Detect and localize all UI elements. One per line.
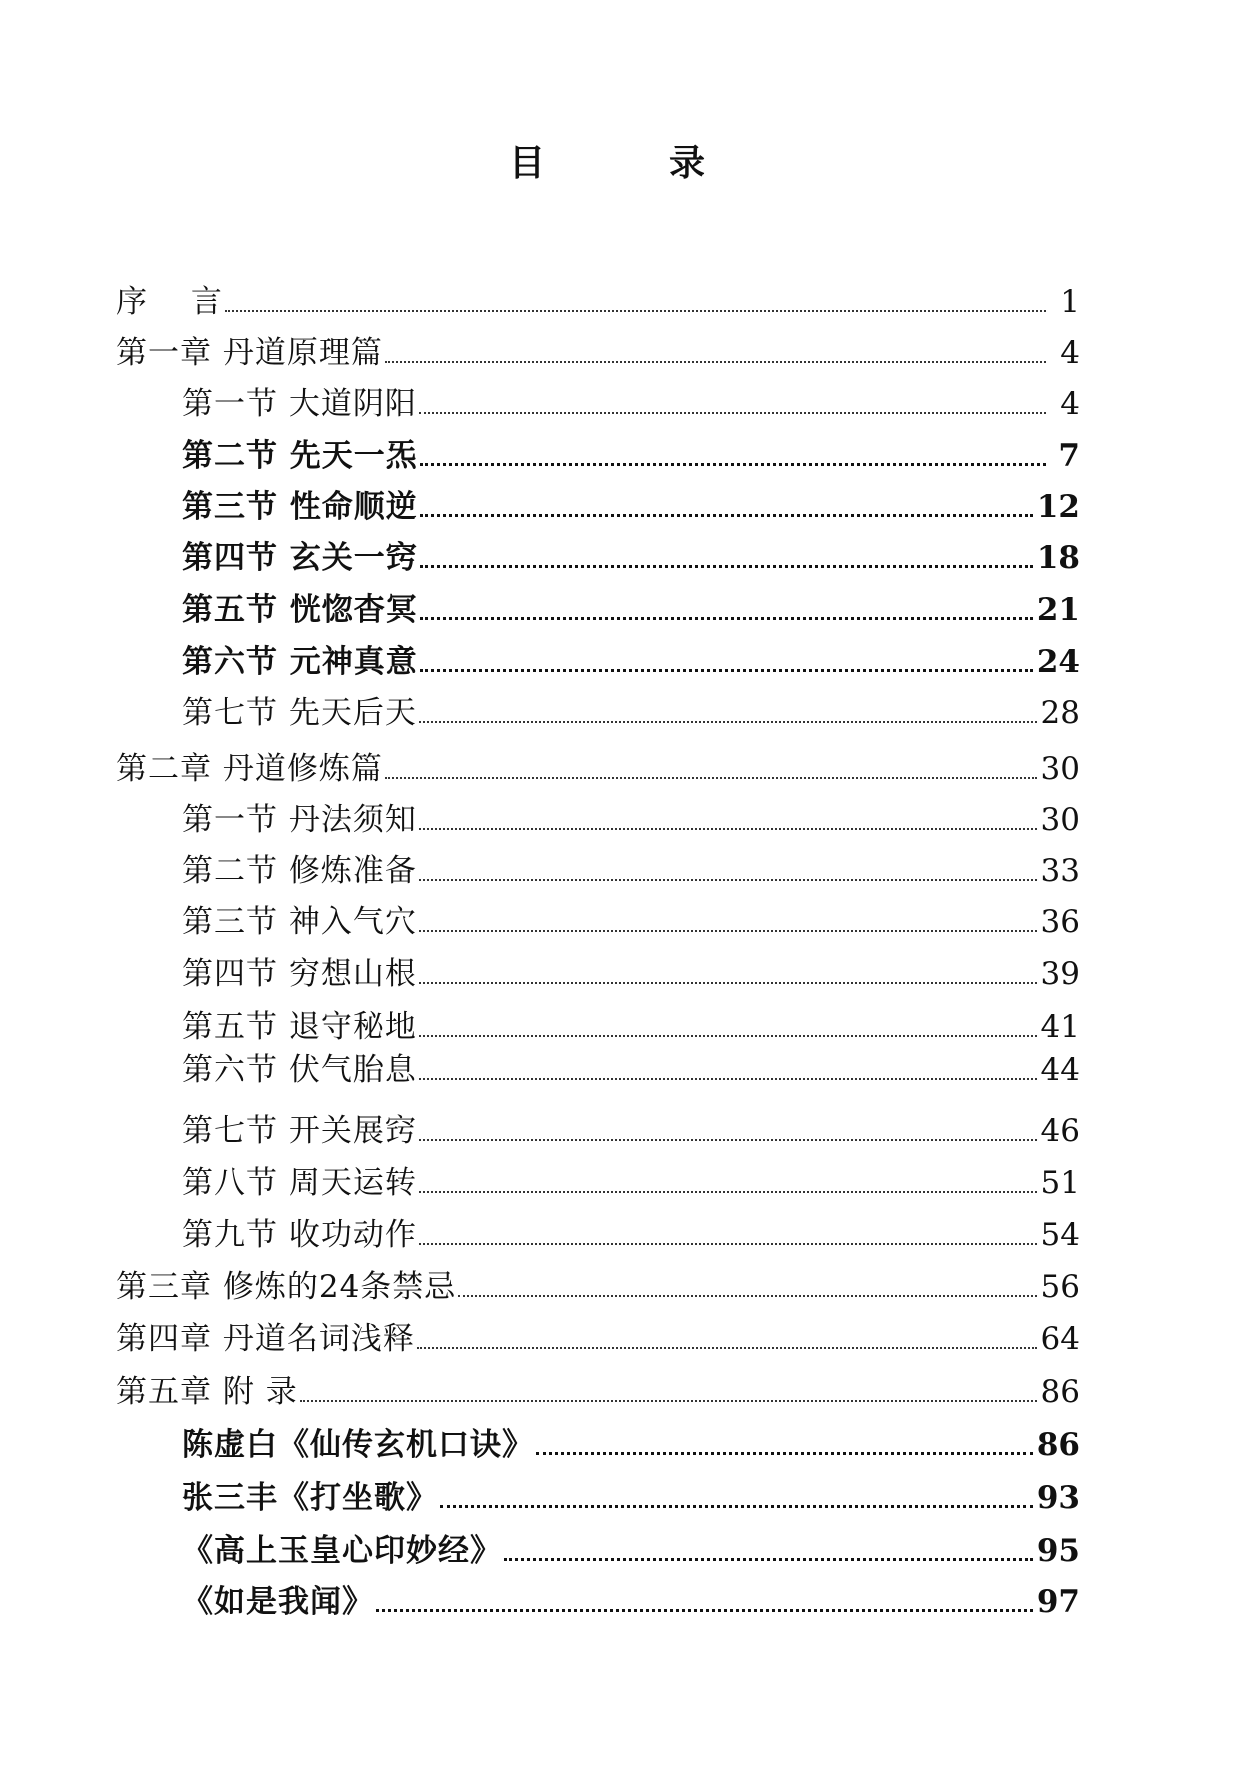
toc-entry-label: 《高上玉皇心印妙经》	[182, 1533, 502, 1569]
toc-entry-page-number: 44	[1040, 1052, 1080, 1088]
toc-entry-label: 第九节 收功动作	[182, 1217, 417, 1253]
toc-entry[interactable]	[182, 1415, 1080, 1461]
dot-leader	[504, 1555, 1033, 1561]
toc-entry-page-number: 30	[1040, 751, 1080, 787]
toc-entry[interactable]	[182, 841, 1080, 887]
dot-leader	[419, 718, 1037, 723]
toc-entry[interactable]	[182, 1101, 1080, 1147]
toc-entry-page-number: 46	[1040, 1113, 1080, 1149]
toc-entry-page-number: 4	[1060, 386, 1080, 422]
toc-entry-page-number: 56	[1040, 1269, 1080, 1305]
toc-entry-label: 第二节 先天一炁	[182, 438, 418, 474]
toc-entry[interactable]	[182, 1040, 1080, 1086]
toc-entry-label: 第二节 修炼准备	[182, 853, 417, 889]
toc-entry-label: 陈虚白《仙传玄机口诀》	[182, 1427, 534, 1463]
toc-entry[interactable]	[182, 892, 1080, 938]
dot-leader	[419, 1075, 1037, 1080]
dot-leader	[419, 1136, 1037, 1141]
toc-entry-page-number: 64	[1040, 1321, 1080, 1357]
toc-entry-label: 第五节 恍惚杳冥	[182, 592, 418, 628]
page-title: 目 录	[508, 142, 749, 184]
toc-entry[interactable]	[182, 1572, 1080, 1618]
toc-entry-label: 第三节 神入气穴	[182, 904, 417, 940]
toc-entry[interactable]	[182, 426, 1080, 472]
dot-leader	[458, 1292, 1036, 1297]
toc-entry-label: 第三章 修炼的24条禁忌	[116, 1269, 457, 1305]
toc-entry-page-number: 30	[1040, 802, 1080, 838]
dot-leader	[385, 358, 1046, 363]
toc-entry-page-number: 18	[1036, 540, 1080, 576]
dot-leader	[419, 1240, 1037, 1245]
toc-entry[interactable]	[116, 323, 1080, 369]
dot-leader	[376, 1606, 1033, 1612]
toc-entry[interactable]	[182, 528, 1080, 574]
toc-entry-page-number: 28	[1040, 695, 1080, 731]
toc-entry-page-number: 95	[1036, 1533, 1080, 1569]
toc-entry-label: 第四节 穷想山根	[182, 956, 417, 992]
dot-leader	[420, 562, 1033, 568]
toc-entry[interactable]	[182, 1521, 1080, 1567]
toc-entry-label: 第三节 性命顺逆	[182, 489, 418, 525]
dot-leader	[417, 1344, 1037, 1349]
dot-leader	[225, 307, 1046, 312]
toc-entry-page-number: 4	[1060, 335, 1080, 371]
toc-entry-page-number: 24	[1036, 644, 1080, 680]
toc-entry-page-number: 93	[1036, 1480, 1080, 1516]
toc-entry-page-number: 1	[1060, 284, 1080, 320]
toc-entry[interactable]	[182, 944, 1080, 990]
dot-leader	[420, 460, 1046, 466]
toc-entry-label: 第一节 大道阴阳	[182, 386, 417, 422]
dot-leader	[419, 1032, 1037, 1037]
toc-entry[interactable]	[182, 790, 1080, 836]
dot-leader	[419, 825, 1037, 830]
dot-leader	[536, 1449, 1033, 1455]
toc-entry-label: 第七节 开关展窍	[182, 1113, 417, 1149]
dot-leader	[300, 1397, 1037, 1402]
toc-entry-page-number: 21	[1036, 592, 1080, 628]
toc-entry-page-number: 97	[1036, 1584, 1080, 1620]
toc-entry-page-number: 33	[1040, 853, 1080, 889]
toc-entry-page-number: 54	[1040, 1217, 1080, 1253]
toc-entry-page-number: 12	[1036, 489, 1080, 525]
toc-entry-label: 《如是我闻》	[182, 1584, 374, 1620]
toc-entry[interactable]	[182, 580, 1080, 626]
toc-entry[interactable]	[182, 997, 1080, 1043]
toc-entry[interactable]	[182, 374, 1080, 420]
toc-entry-page-number: 86	[1040, 1374, 1080, 1410]
toc-entry[interactable]	[116, 739, 1080, 785]
toc-entry[interactable]	[182, 1468, 1080, 1514]
dot-leader	[440, 1502, 1033, 1508]
dot-leader	[419, 979, 1037, 984]
toc-entry[interactable]	[182, 1205, 1080, 1251]
dot-leader	[419, 1188, 1037, 1193]
dot-leader	[420, 666, 1033, 672]
toc-entry[interactable]	[116, 1257, 1080, 1303]
toc-entry-page-number: 41	[1040, 1009, 1080, 1045]
dot-leader	[420, 511, 1033, 517]
dot-leader	[419, 927, 1037, 932]
dot-leader	[419, 409, 1046, 414]
toc-entry-label: 序 言	[116, 284, 223, 320]
toc-entry[interactable]	[116, 272, 1080, 318]
toc-entry-label: 第六节 伏气胎息	[182, 1052, 417, 1088]
toc-entry-label: 第四章 丹道名词浅释	[116, 1321, 415, 1357]
toc-entry-page-number: 7	[1058, 438, 1080, 474]
toc-entry[interactable]	[182, 1153, 1080, 1199]
toc-entry[interactable]	[182, 683, 1080, 729]
toc-entry-label: 第四节 玄关一窍	[182, 540, 418, 576]
toc-entry-label: 第一节 丹法须知	[182, 802, 417, 838]
toc-entry[interactable]	[116, 1309, 1080, 1355]
dot-leader	[419, 876, 1037, 881]
toc-entry-page-number: 51	[1040, 1165, 1080, 1201]
toc-entry-label: 第二章 丹道修炼篇	[116, 751, 383, 787]
dot-leader	[385, 774, 1037, 779]
toc-entry-label: 第八节 周天运转	[182, 1165, 417, 1201]
toc-entry-label: 第六节 元神真意	[182, 644, 418, 680]
toc-entry[interactable]	[116, 1362, 1080, 1408]
toc-entry[interactable]	[182, 632, 1080, 678]
toc-entry-page-number: 36	[1040, 904, 1080, 940]
toc-entry-page-number: 86	[1036, 1427, 1080, 1463]
toc-entry-label: 第五节 退守秘地	[182, 1009, 417, 1045]
dot-leader	[420, 614, 1033, 620]
toc-entry-label: 张三丰《打坐歌》	[182, 1480, 438, 1516]
toc-entry-label: 第五章 附 录	[116, 1374, 298, 1410]
toc-entry-label: 第七节 先天后天	[182, 695, 417, 731]
toc-entry-label: 第一章 丹道原理篇	[116, 335, 383, 371]
toc-entry-page-number: 39	[1040, 956, 1080, 992]
toc-entry[interactable]	[182, 477, 1080, 523]
